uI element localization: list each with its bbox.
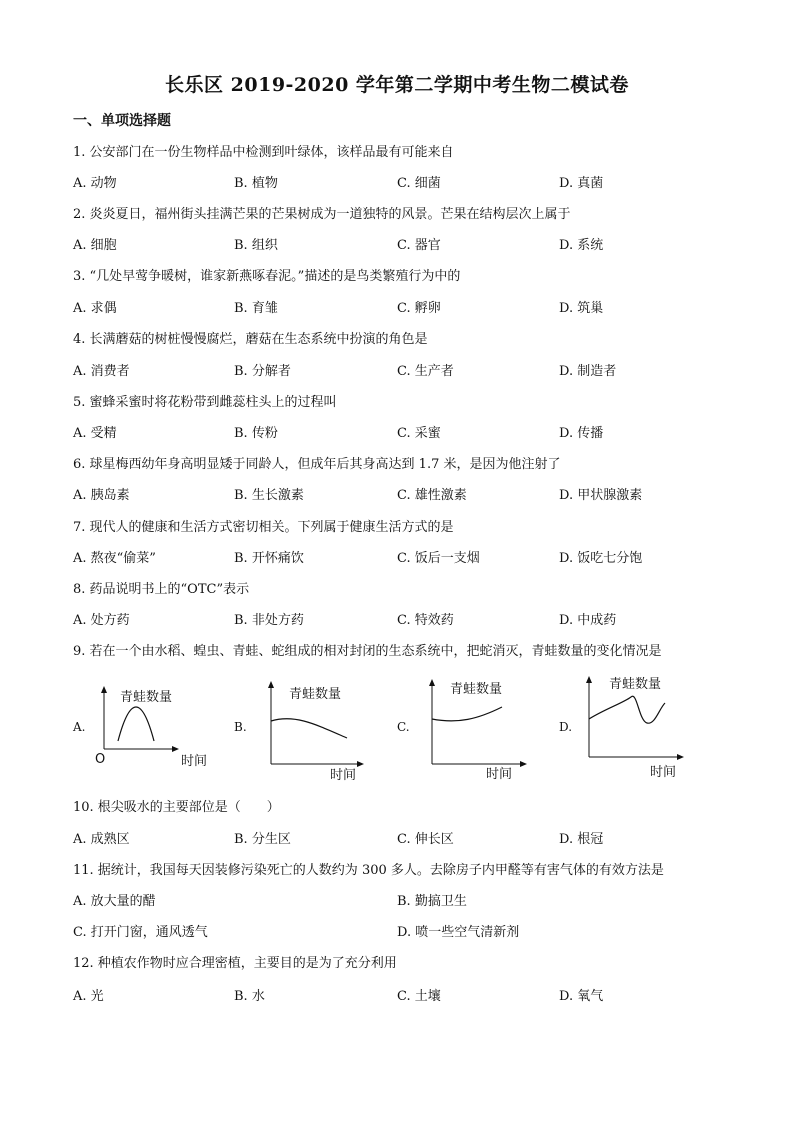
option-a[interactable]: A. 成熟区 [73, 832, 130, 847]
option-a[interactable]: A. 消费者 [73, 364, 130, 379]
option-b[interactable]: B. 分解者 [234, 364, 291, 379]
option-d[interactable]: D. 甲状腺激素 [559, 488, 643, 503]
option-d[interactable]: D. 传播 [559, 426, 604, 441]
option-b[interactable]: B. 水 [234, 989, 265, 1004]
option-c[interactable]: C. 生产者 [397, 364, 454, 379]
option-d[interactable]: D. 真菌 [559, 176, 604, 191]
y-label: 青蛙数量 [609, 677, 662, 692]
option-d[interactable]: D. 系统 [559, 238, 604, 253]
graph-c[interactable] [418, 674, 548, 784]
question-stem: 11. 据统计，我国每天因装修污染死亡的人数约为 300 多人。去除房子内甲醛等有害气体的有效方法是 [73, 863, 664, 878]
x-axis-arrow [172, 746, 179, 752]
question-stem: 1. 公安部门在一份生物样品中检测到叶绿体，该样品最有可能来自 [73, 145, 454, 160]
graph-d[interactable] [575, 671, 705, 783]
option-a[interactable]: A. [73, 720, 86, 734]
option-d[interactable]: D. 根冠 [559, 832, 604, 847]
option-b[interactable]: B. 非处方药 [234, 613, 304, 628]
option-d[interactable]: D. 筑巢 [559, 301, 604, 316]
y-label: 青蛙数量 [289, 687, 342, 702]
x-label: 时间 [330, 768, 357, 783]
option-a[interactable]: A. 光 [73, 989, 104, 1004]
option-a[interactable]: A. 求偶 [73, 301, 117, 316]
option-b[interactable]: B. 植物 [234, 176, 278, 191]
option-c[interactable]: C. 土壤 [397, 989, 441, 1004]
option-c[interactable]: C. 雄性激素 [397, 488, 467, 503]
option-d[interactable]: D. 喷一些空气清新剂 [397, 925, 520, 940]
question-stem: 4. 长满蘑菇的树桩慢慢腐烂，蘑菇在生态系统中扮演的角色是 [73, 332, 428, 347]
option-d[interactable]: D. 制造者 [559, 364, 617, 379]
option-d[interactable]: D. 氧气 [559, 989, 604, 1004]
x-label: 时间 [650, 765, 677, 780]
y-axis-arrow [586, 676, 592, 683]
question-stem: 2. 炎炎夏日，福州街头挂满芒果的芒果树成为一道独特的风景。芒果在结构层次上属于 [73, 207, 571, 222]
option-b[interactable]: B. 勤搞卫生 [397, 894, 467, 909]
option-c[interactable]: C. [397, 720, 410, 734]
option-b[interactable]: B. 育雏 [234, 301, 278, 316]
y-axis-arrow [101, 686, 107, 693]
option-a[interactable]: A. 熬夜“偷菜” [73, 551, 156, 566]
question-stem: 9. 若在一个由水稻、蝗虫、青蛙、蛇组成的相对封闭的生态系统中，把蛇消灭，青蛙数量的变化情况是 [73, 644, 662, 659]
y-axis-arrow [429, 679, 435, 686]
option-b[interactable]: B. 组织 [234, 238, 278, 253]
question-stem: 3. “几处早莺争暖树，谁家新燕啄春泥。”描述的是鸟类繁殖行为中的 [73, 269, 461, 284]
question-stem: 8. 药品说明书上的“OTC”表示 [73, 582, 250, 597]
curve-rise [432, 707, 502, 721]
x-label: 时间 [486, 767, 513, 782]
option-a[interactable]: A. 放大量的醋 [73, 894, 156, 909]
option-c[interactable]: C. 特效药 [397, 613, 454, 628]
option-c[interactable]: C. 器官 [397, 238, 441, 253]
option-c[interactable]: C. 细菌 [397, 176, 441, 191]
x-axis-arrow [357, 761, 364, 767]
option-a[interactable]: A. 受精 [73, 426, 117, 441]
option-a[interactable]: A. 处方药 [73, 613, 130, 628]
question-stem: 5. 蜜蜂采蜜时将花粉带到雌蕊柱头上的过程叫 [73, 395, 337, 410]
option-c[interactable]: C. 孵卵 [397, 301, 441, 316]
option-b[interactable]: B. 开怀痛饮 [234, 551, 304, 566]
graph-a[interactable] [88, 683, 218, 783]
x-axis-arrow [677, 754, 684, 760]
option-c[interactable]: C. 饭后一支烟 [397, 551, 480, 566]
option-c[interactable]: C. 采蜜 [397, 426, 441, 441]
option-b[interactable]: B. 生长激素 [234, 488, 304, 503]
curve-rise-fall [118, 707, 154, 741]
exam-title: 长乐区 2019-2020 学年第二学期中考生物二模试卷 [165, 74, 629, 96]
curve-rise-dip-rise [589, 696, 665, 723]
option-a[interactable]: A. 胰岛素 [73, 488, 130, 503]
question-stem: 6. 球星梅西幼年身高明显矮于同龄人，但成年后其身高达到 1.7 米，是因为他注射了 [73, 457, 561, 472]
question-stem: 12. 种植农作物时应合理密植，主要目的是为了充分利用 [73, 956, 397, 971]
option-d[interactable]: D. 饭吃七分饱 [559, 551, 643, 566]
x-label: 时间 [181, 754, 208, 769]
y-label: 青蛙数量 [450, 682, 503, 697]
question-stem: 10. 根尖吸水的主要部位是（ ） [73, 800, 280, 815]
curve-slight-fall [271, 719, 347, 738]
section-heading: 一、单项选择题 [73, 113, 171, 129]
origin-label: O [95, 752, 106, 767]
option-b[interactable]: B. 分生区 [234, 832, 291, 847]
option-c[interactable]: C. 伸长区 [397, 832, 454, 847]
question-stem: 7. 现代人的健康和生活方式密切相关。下列属于健康生活方式的是 [73, 520, 454, 535]
option-d[interactable]: D. [559, 720, 573, 734]
y-label: 青蛙数量 [120, 690, 173, 705]
x-axis-arrow [520, 761, 527, 767]
option-d[interactable]: D. 中成药 [559, 613, 617, 628]
option-b[interactable]: B. [234, 720, 247, 734]
option-c[interactable]: C. 打开门窗，通风透气 [73, 925, 208, 940]
option-a[interactable]: A. 动物 [73, 176, 117, 191]
graph-b[interactable] [255, 676, 385, 786]
y-axis-arrow [268, 681, 274, 688]
option-a[interactable]: A. 细胞 [73, 238, 117, 253]
option-b[interactable]: B. 传粉 [234, 426, 278, 441]
